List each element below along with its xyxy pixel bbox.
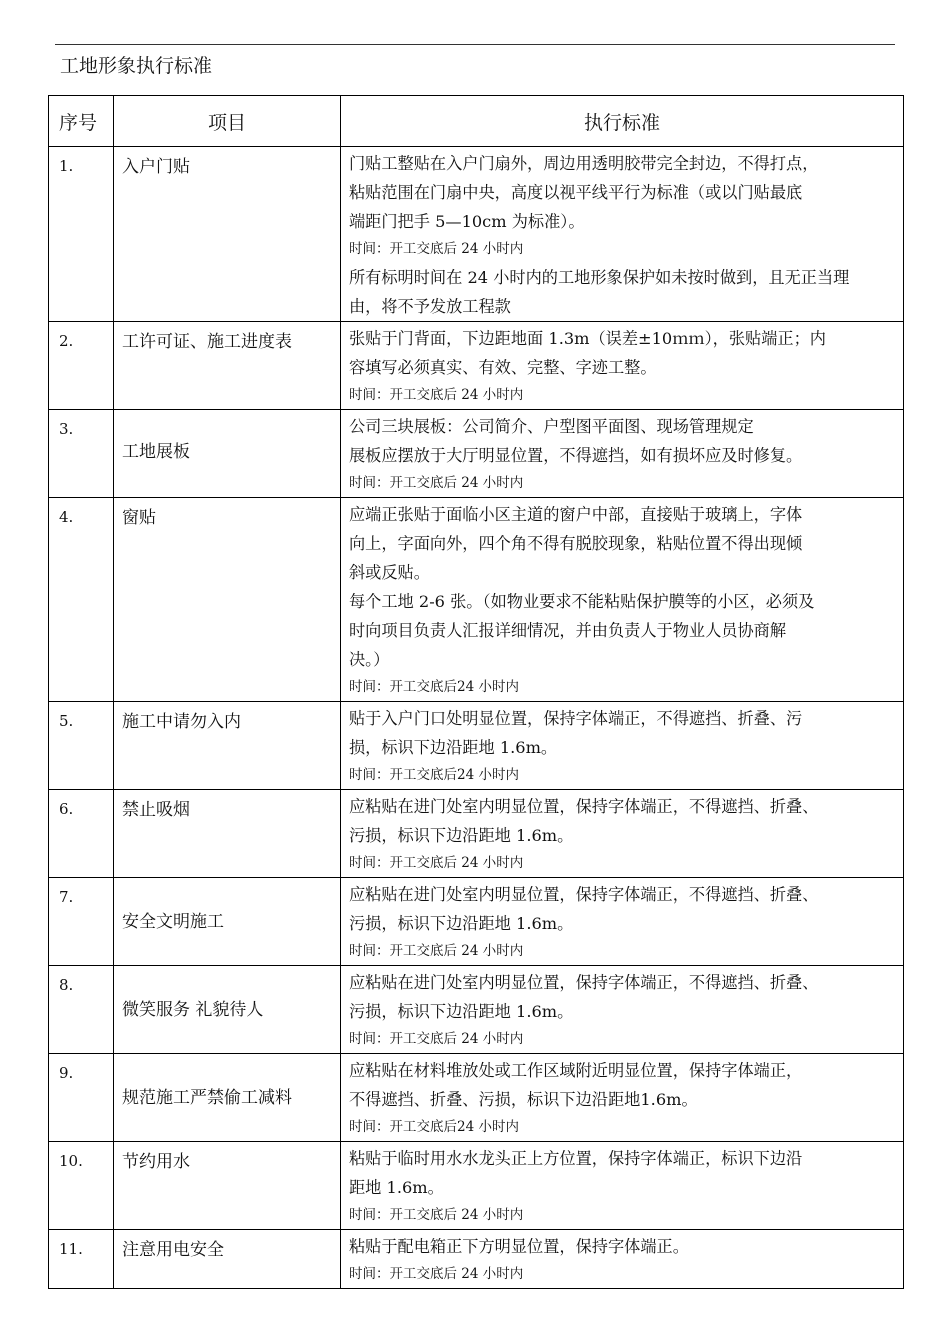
table-row — [49, 410, 904, 498]
row-item: 安全文明施工 — [114, 878, 341, 966]
time-requirement: 时间：开工交底后 24 小时内 — [349, 943, 524, 959]
standard-line: 应粘贴在材料堆放处或工作区域附近明显位置，保持字体端正， — [349, 1061, 803, 1080]
row-number: 7. — [49, 878, 114, 966]
row-number: 11. — [49, 1230, 114, 1289]
row-standard — [341, 702, 904, 790]
standard-line: 贴于入户门口处明显位置，保持字体端正，不得遮挡、折叠、污 — [349, 709, 803, 728]
standard-line: 污损，标识下边沿距地 1.6m。 — [349, 1002, 574, 1021]
row-number: 10. — [49, 1142, 114, 1230]
time-requirement: 时间：开工交底后24 小时内 — [349, 1119, 519, 1135]
standards-table — [48, 95, 904, 1289]
document-title: 工地形象执行标准 — [60, 55, 213, 77]
row-item: 工地展板 — [114, 410, 341, 498]
row-item: 入户门贴 — [114, 147, 341, 322]
time-requirement: 时间：开工交底后24 小时内 — [349, 767, 519, 783]
standard-line: 端距门把手 5—10cm 为标准）。 — [349, 212, 585, 231]
row-number: 6. — [49, 790, 114, 878]
table-row — [49, 790, 904, 878]
standard-line: 粘贴范围在门扇中央，高度以视平线平行为标准（或以门贴最底 — [349, 183, 803, 202]
row-item: 节约用水 — [114, 1142, 341, 1230]
row-number: 9. — [49, 1054, 114, 1142]
standard-line: 污损，标识下边沿距地 1.6m。 — [349, 914, 574, 933]
header-number: 序号 — [49, 96, 114, 147]
standard-line: 向上，字面向外，四个角不得有脱胶现象，粘贴位置不得出现倾 — [349, 534, 803, 553]
standard-line: 容填写必须真实、有效、完整、字迹工整。 — [349, 358, 657, 377]
time-requirement: 时间：开工交底后 24 小时内 — [349, 1031, 524, 1047]
row-standard — [341, 410, 904, 498]
standard-line: 污损，标识下边沿距地 1.6m。 — [349, 826, 574, 845]
table-row — [49, 878, 904, 966]
time-requirement: 时间：开工交底后 24 小时内 — [349, 1207, 524, 1223]
row-standard — [341, 790, 904, 878]
note-line: 由，将不予发放工程款 — [349, 297, 511, 316]
standard-line: 斜或反贴。 — [349, 563, 430, 582]
row-number: 5. — [49, 702, 114, 790]
row-item: 施工中请勿入内 — [114, 702, 341, 790]
row-item: 窗贴 — [114, 498, 341, 702]
table-row — [49, 322, 904, 410]
table-row — [49, 1230, 904, 1289]
header-rule — [55, 44, 895, 45]
table-row — [49, 1142, 904, 1230]
standard-line: 展板应摆放于大厅明显位置，不得遮挡，如有损坏应及时修复。 — [349, 446, 803, 465]
standard-line: 粘贴于临时用水水龙头正上方位置，保持字体端正，标识下边沿 — [349, 1149, 803, 1168]
time-requirement: 时间：开工交底后 24 小时内 — [349, 475, 524, 491]
row-standard — [341, 1142, 904, 1230]
table-row — [49, 702, 904, 790]
standard-line: 时向项目负责人汇报详细情况，并由负责人于物业人员协商解 — [349, 621, 787, 640]
row-item: 工许可证、施工进度表 — [114, 322, 341, 410]
note-line: 所有标明时间在 24 小时内的工地形象保护如未按时做到，且无正当理 — [349, 268, 850, 287]
row-standard — [341, 147, 904, 322]
row-standard — [341, 498, 904, 702]
row-item: 规范施工严禁偷工减料 — [114, 1054, 341, 1142]
standard-line: 每个工地 2-6 张。（如物业要求不能粘贴保护膜等的小区，必须及 — [349, 592, 815, 611]
standard-line: 粘贴于配电箱正下方明显位置，保持字体端正。 — [349, 1237, 689, 1256]
time-requirement: 时间：开工交底后 24 小时内 — [349, 241, 524, 257]
row-number: 1. — [49, 147, 114, 322]
row-standard — [341, 322, 904, 410]
standard-line: 应粘贴在进门处室内明显位置，保持字体端正，不得遮挡、折叠、 — [349, 973, 819, 992]
table-row — [49, 1054, 904, 1142]
row-standard — [341, 1230, 904, 1289]
standard-line: 应端正张贴于面临小区主道的窗户中部，直接贴于玻璃上，字体 — [349, 505, 803, 524]
row-item: 禁止吸烟 — [114, 790, 341, 878]
standard-line: 距地 1.6m。 — [349, 1178, 444, 1197]
row-item: 注意用电安全 — [114, 1230, 341, 1289]
table-row — [49, 498, 904, 702]
row-number: 8. — [49, 966, 114, 1054]
time-requirement: 时间：开工交底后 24 小时内 — [349, 1266, 524, 1282]
row-standard — [341, 1054, 904, 1142]
row-standard — [341, 878, 904, 966]
row-standard — [341, 966, 904, 1054]
table-row — [49, 147, 904, 322]
row-number: 2. — [49, 322, 114, 410]
standard-line: 不得遮挡、折叠、污损，标识下边沿距地1.6m。 — [349, 1090, 698, 1109]
standard-line: 张贴于门背面，下边距地面 1.3m（误差±10ｍｍ），张贴端正；内 — [349, 329, 826, 348]
time-requirement: 时间：开工交底后 24 小时内 — [349, 855, 524, 871]
row-number: 3. — [49, 410, 114, 498]
header-standard: 执行标准 — [341, 96, 904, 147]
header-item: 项目 — [114, 96, 341, 147]
table-header-row — [49, 96, 904, 147]
row-number: 4. — [49, 498, 114, 702]
standard-line: 门贴工整贴在入户门扇外，周边用透明胶带完全封边，不得打点， — [349, 154, 819, 173]
standard-line: 公司三块展板：公司简介、户型图平面图、现场管理规定 — [349, 417, 754, 436]
table-row — [49, 966, 904, 1054]
time-requirement: 时间：开工交底后24 小时内 — [349, 679, 519, 695]
standard-line: 应粘贴在进门处室内明显位置，保持字体端正，不得遮挡、折叠、 — [349, 797, 819, 816]
time-requirement: 时间：开工交底后 24 小时内 — [349, 387, 524, 403]
row-item: 微笑服务 礼貌待人 — [114, 966, 341, 1054]
standard-line: 应粘贴在进门处室内明显位置，保持字体端正，不得遮挡、折叠、 — [349, 885, 819, 904]
standard-line: 决。） — [349, 650, 390, 669]
standard-line: 损，标识下边沿距地 1.6m。 — [349, 738, 558, 757]
